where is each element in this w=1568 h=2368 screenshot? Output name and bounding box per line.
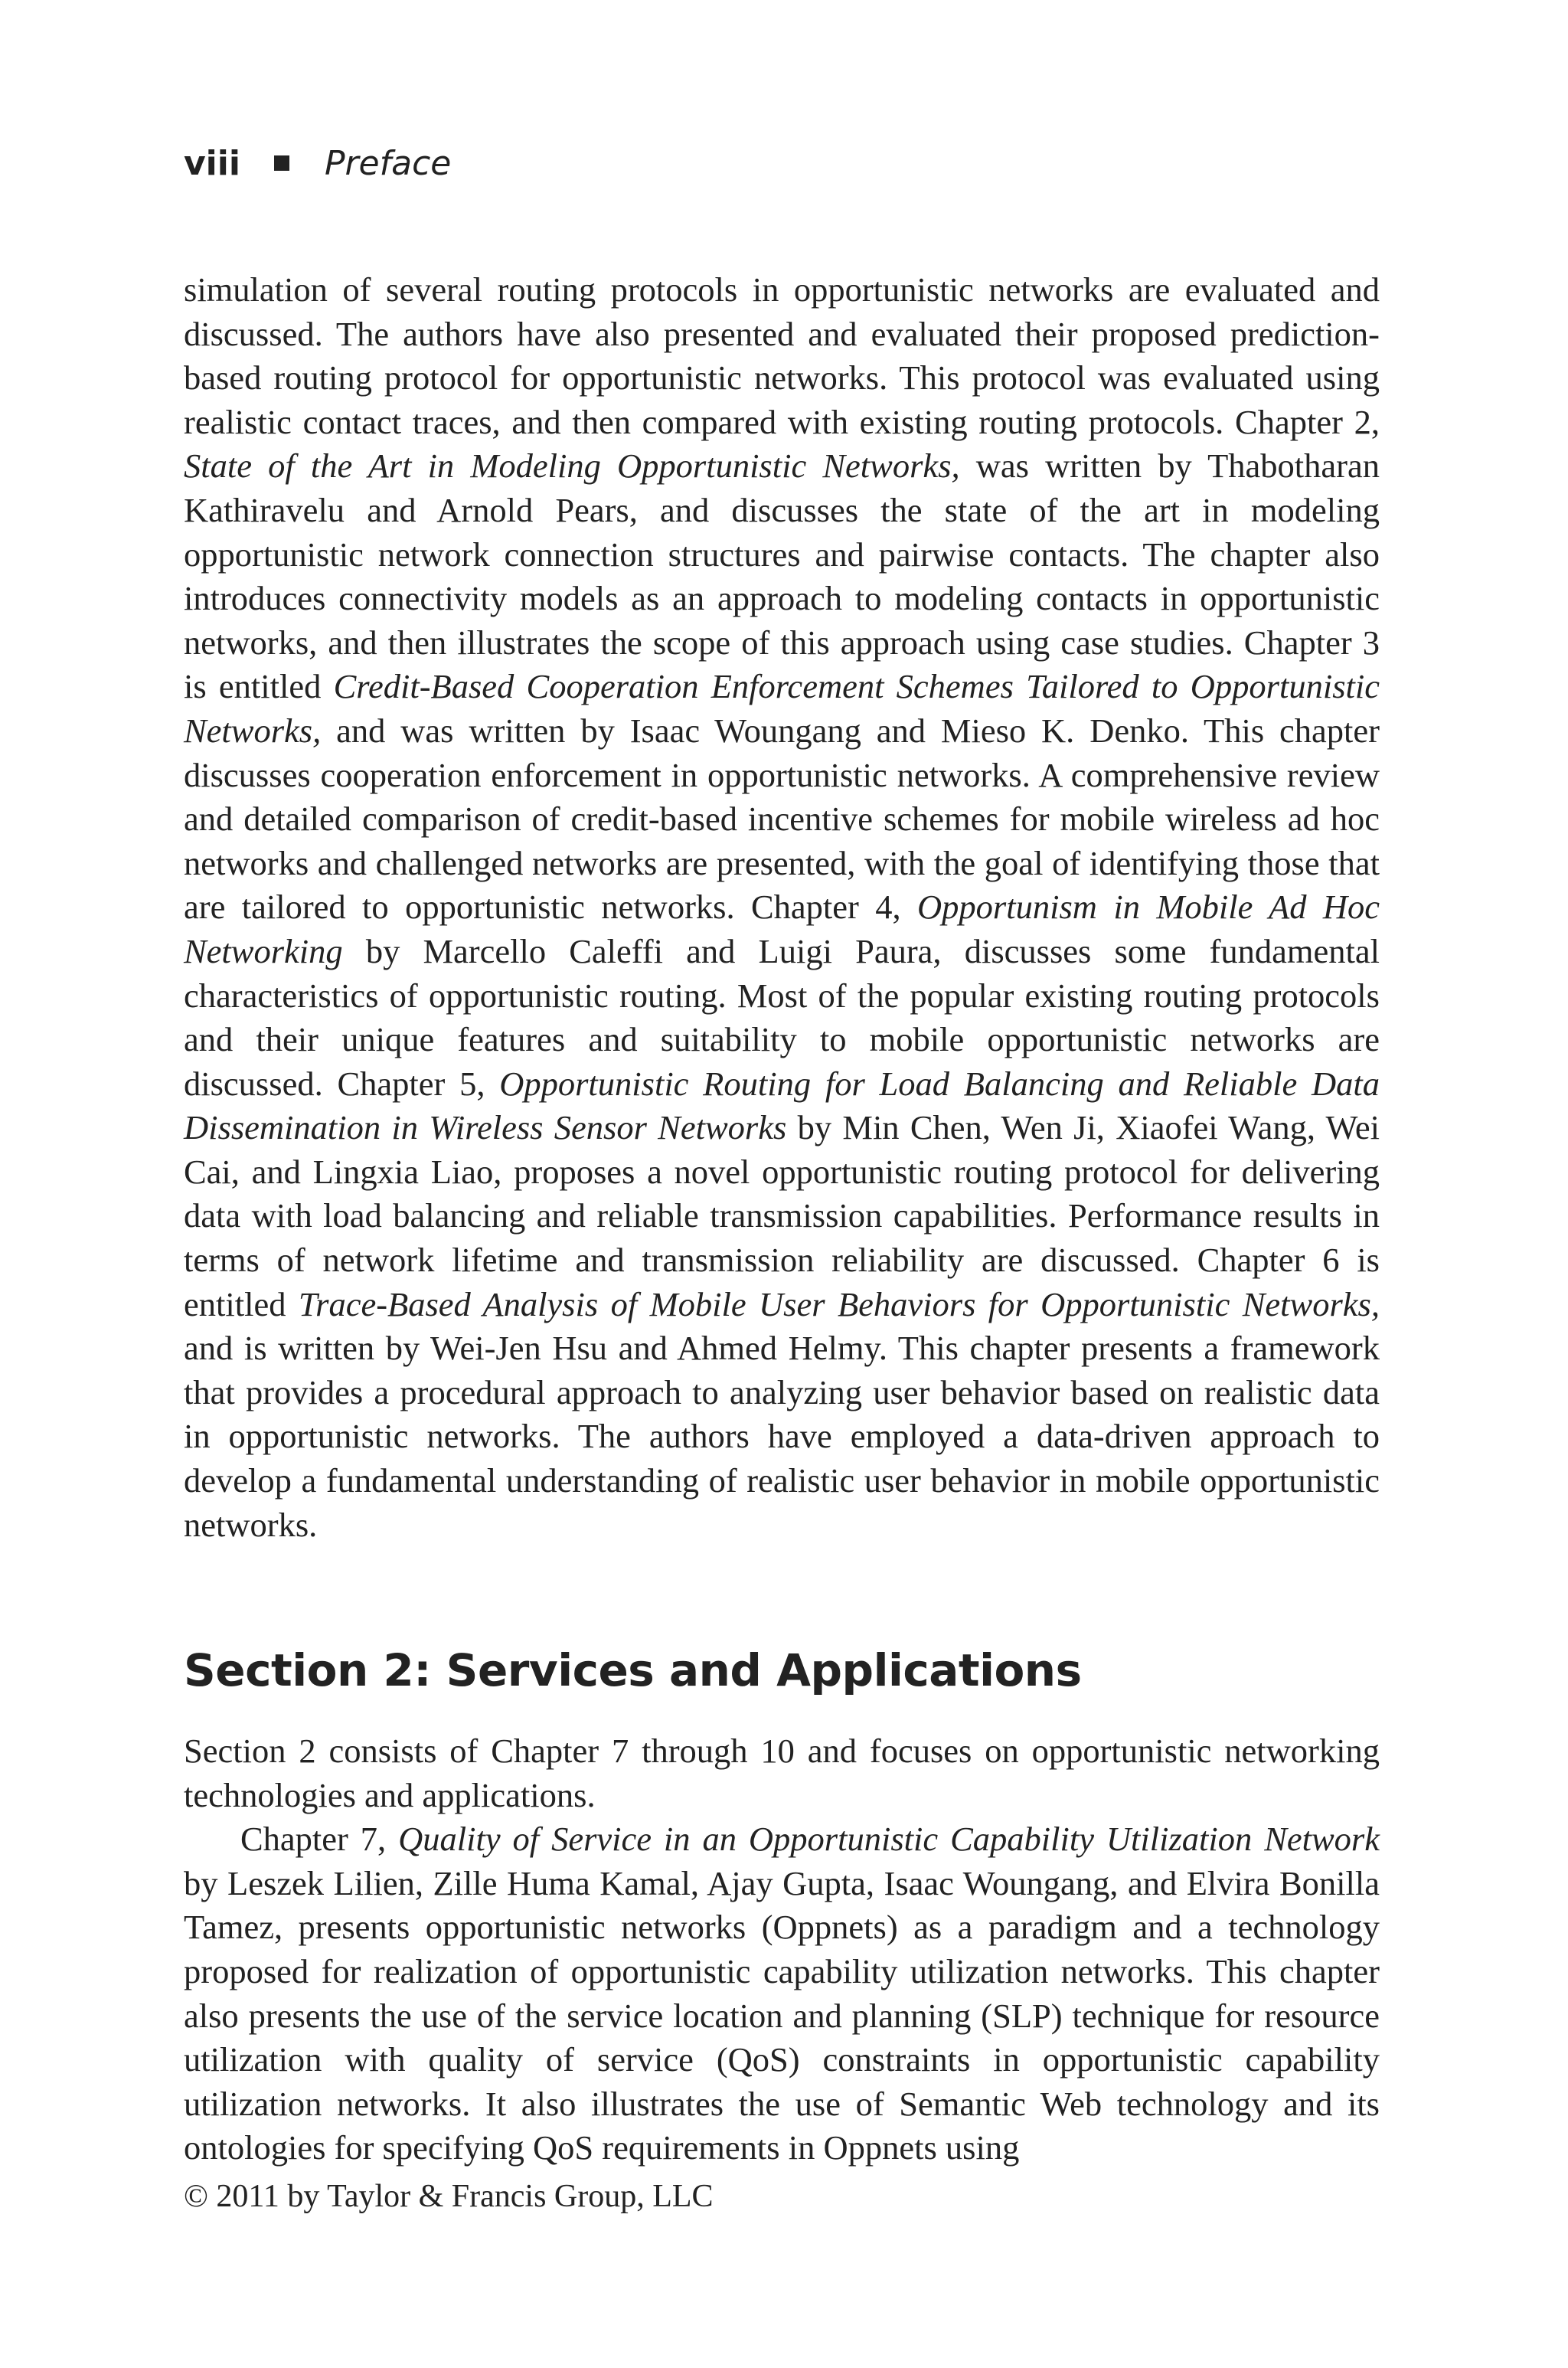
chapter-title: Opportunistic Routing for Load Balancing and Reliable Data Dissemination in Wireless Sensor Networks	[184, 1064, 1380, 1147]
text-run: and was written by Isaac Woungang and Mieso K. Denko. This chapter discusses cooperation enforcement in opportunistic networks. A comprehensive review and detailed comparison of credit-based incentive schemes for mobile wireless ad hoc networks and challenged networks are presented, with the goal of identifying those that are tailored to opportunistic networks. Chapter 4,	[184, 711, 1380, 927]
text-run: and is written by Wei-Jen Hsu and Ahmed Helmy. This chapter presents a framework that provides a procedural approach to analyzing user behavior based on realistic data in opportunistic networks. The authors have employed a data-driven approach to develop a fundamental understanding of realistic user behavior in mobile opportunistic networks.	[184, 1329, 1380, 1544]
text-run: was written by Thabotharan Kathiravelu and Arnold Pears, and discusses the state of the art in modeling opportunistic network connection structures and pairwise contacts. The chapter also introduces connectivity models as an approach to modeling contacts in opportunistic networks, and then illustrates the scope of this approach using case studies. Chapter 3 is entitled	[184, 446, 1380, 706]
paragraph-chapters-2-to-6	[184, 268, 1380, 1547]
chapter-title: Opportunism in Mobile Ad Hoc Networking	[184, 888, 1380, 970]
section-heading: Section 2: Services and Applications	[184, 1644, 1082, 1696]
chapter-title: Credit-Based Cooperation Enforcement Schemes Tailored to Opportunistic Networks,	[184, 667, 1380, 750]
copyright-footer: © 2011 by Taylor & Francis Group, LLC	[184, 2179, 714, 2214]
body-text-top	[184, 268, 1380, 1547]
chapter-title: Quality of Service in an Opportunistic Capability Utilization Network	[398, 1820, 1380, 1859]
paragraph-section-2-intro: Section 2 consists of Chapter 7 through 10 and focuses on opportunistic networking technologies and applications.	[184, 1732, 1380, 1814]
body-text-section-2	[184, 1729, 1380, 2170]
text-run: by Marcello Caleffi and Luigi Paura, discusses some fundamental characteristics of opportunistic routing. Most of the popular existing routing protocols and their unique features and suitability to mobile opportunistic networks are discussed. Chapter 5,	[184, 931, 1380, 1103]
running-head-title: Preface	[324, 143, 452, 183]
page-number: viii	[184, 143, 240, 183]
chapter-title: State of the Art in Modeling Opportunistic Networks,	[184, 446, 960, 486]
chapter-title: Trace-Based Analysis of Mobile User Behaviors for Opportunistic Networks,	[298, 1284, 1380, 1323]
text-run: Chapter 7,	[240, 1820, 399, 1859]
text-run: simulation of several routing protocols in opportunistic networks are evaluated and discussed. The authors have also presented and evaluated their proposed prediction-based routing protocol for opportunistic networks. This protocol was evaluated using realistic contact traces, and then compared with existing routing protocols. Chapter 2,	[184, 270, 1380, 441]
square-bullet-icon	[274, 155, 289, 171]
running-head	[184, 136, 451, 190]
paragraph-chapter-7	[184, 1817, 1380, 2170]
text-run: by Min Chen, Wen Ji, Xiaofei Wang, Wei Cai, and Lingxia Liao, proposes a novel opportunistic routing protocol for delivering data with load balancing and reliable transmission capabilities. Performance results in terms of network lifetime and transmission reliability are discussed. Chapter 6 is entitled	[184, 1108, 1380, 1323]
text-run: by Leszek Lilien, Zille Huma Kamal, Ajay Gupta, Isaac Woungang, and Elvira Bonilla Tamez, presents opportunistic networks (Oppnets) as a paradigm and a technology proposed for realization of opportunistic capability utilization networks. This chapter also presents the use of the service location and planning (SLP) technique for resource utilization with quality of service (QoS) constraints in opportunistic capability utilization networks. It also illustrates the use of Semantic Web technology and its ontologies for specifying QoS requirements in Oppnets using	[184, 1863, 1380, 2167]
